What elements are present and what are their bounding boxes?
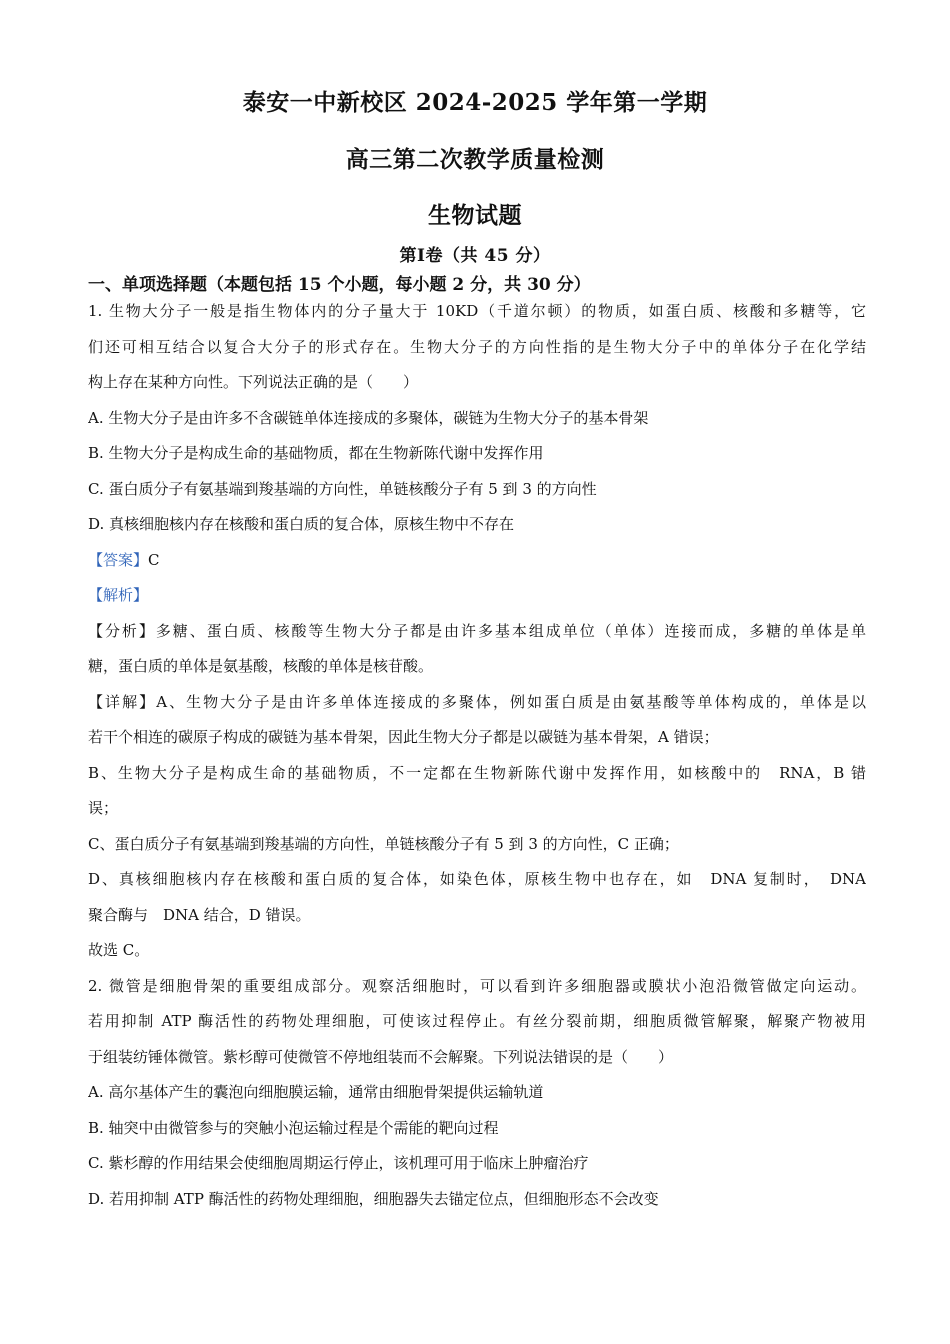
q1-detail-line: 聚合酶与 DNA 结合，D 错误。	[88, 905, 311, 924]
q2-option-c: C. 紫杉醇的作用结果会使细胞周期运行停止，该机理可用于临床上肿瘤治疗	[88, 1154, 589, 1172]
q1-detail-line: 【详解】A、生物大分子是由许多单体连接成的多聚体，例如蛋白质是由氨基酸等单体构成的，单体是以	[88, 692, 866, 711]
q1-option-b: B. 生物大分子是构成生命的基础物质，都在生物新陈代谢中发挥作用	[88, 444, 544, 462]
q1-stem-line: 们还可相互结合以复合大分子的形式存在。生物大分子的方向性指的是生物大分子中的单体分子在化学结	[88, 337, 866, 356]
q1-fenxi-line: 【分析】多糖、蛋白质、核酸等生物大分子都是由许多基本组成单位（单体）连接而成，多糖的单体是单	[88, 621, 866, 640]
q2-option-d: D. 若用抑制 ATP 酶活性的药物处理细胞，细胞器失去锚定位点，但细胞形态不会改变	[88, 1189, 659, 1208]
q2-stem-line: 于组装纺锤体微管。紫杉醇可使微管不停地组装而不会解聚。下列说法错误的是（ ）	[88, 1047, 674, 1066]
q1-detail-line: C、蛋白质分子有氨基端到羧基端的方向性，单链核酸分子有 5 到 3 的方向性，C 正确；	[88, 834, 679, 853]
q2-stem-line: 2. 微管是细胞骨架的重要组成部分。观察活细胞时，可以看到许多细胞器或膜状小泡沿微管做定向运动。	[88, 976, 866, 995]
q1-detail-line: B、生物大分子是构成生命的基础物质，不一定都在生物新陈代谢中发挥作用，如核酸中的 RNA，B 错	[88, 763, 866, 782]
exam-title-grade: 高三第二次教学质量检测	[345, 146, 605, 173]
exam-title-school: 泰安一中新校区 2024-2025 学年第一学期	[242, 89, 708, 116]
question-1	[88, 294, 866, 969]
q1-detail-line: D、真核细胞核内存在核酸和蛋白质的复合体，如染色体，原核生物中也存在，如 DNA 复制时， DNA	[88, 870, 866, 888]
question-body	[88, 294, 866, 1217]
answer-value: C	[148, 550, 160, 569]
q1-stem-line: 1. 生物大分子一般是指生物体内的分子量大于 10KD（千道尔顿）的物质，如蛋白质、核酸和多糖等，它	[88, 302, 866, 320]
question-2	[88, 969, 866, 1218]
q2-option-b: B. 轴突中由微管参与的突触小泡运输过程是个需能的靶向过程	[88, 1118, 499, 1137]
exam-part-label: 第Ⅰ卷（共 45 分）	[399, 246, 551, 266]
q2-option-a: A. 高尔基体产生的囊泡向细胞膜运输，通常由细胞骨架提供运输轨道	[88, 1083, 544, 1101]
q1-conclusion: 故选 C。	[88, 941, 150, 959]
q1-fenxi-line: 糖，蛋白质的单体是氨基酸，核酸的单体是核苷酸。	[88, 657, 434, 675]
answer-tag: 【答案】	[88, 550, 149, 569]
q1-stem-line: 构上存在某种方向性。下列说法正确的是（ ）	[88, 373, 419, 391]
analysis-tag: 【解析】	[88, 586, 149, 604]
q1-option-c: C. 蛋白质分子有氨基端到羧基端的方向性，单链核酸分子有 5 到 3 的方向性	[88, 479, 597, 498]
section-heading: 一、单项选择题（本题包括 15 个小题，每小题 2 分，共 30 分）	[88, 275, 591, 295]
q1-answer	[88, 543, 866, 579]
q2-stem-line: 若用抑制 ATP 酶活性的药物处理细胞，可使该过程停止。有丝分裂前期，细胞质微管解聚，解聚产物被用	[88, 1012, 866, 1030]
q1-option-a: A. 生物大分子是由许多不含碳链单体连接成的多聚体，碳链为生物大分子的基本骨架	[88, 408, 649, 427]
q1-option-d: D. 真核细胞核内存在核酸和蛋白质的复合体，原核生物中不存在	[88, 515, 515, 533]
exam-title-subject: 生物试题	[428, 202, 522, 229]
q1-analysis	[88, 578, 866, 614]
q1-detail-line: 若干个相连的碳原子构成的碳链为基本骨架，因此生物大分子都是以碳链为基本骨架，A 错误；	[88, 728, 719, 746]
q1-detail-line: 误；	[88, 799, 119, 817]
